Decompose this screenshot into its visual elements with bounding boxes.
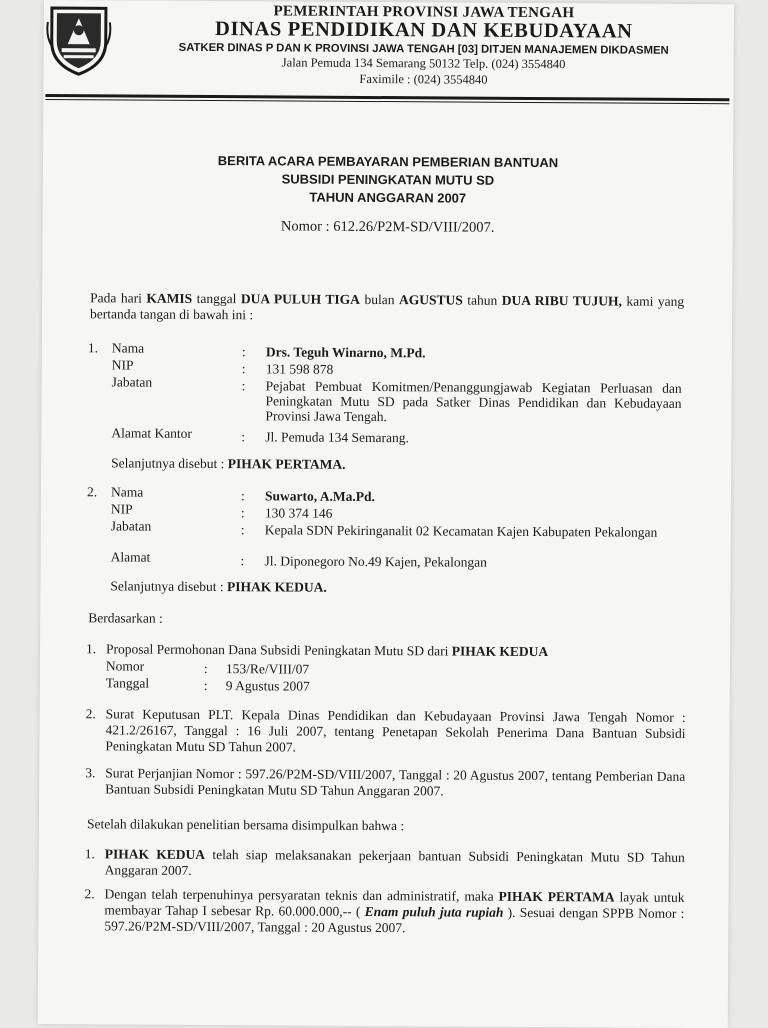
party1-address: Jl. Pemuda 134 Semarang. xyxy=(265,429,409,446)
doc-title-line3: TAHUN ANGGARAN 2007 xyxy=(309,189,467,206)
intro-year: DUA RIBU TUJUH, xyxy=(501,292,622,309)
doc-title-line1: BERITA ACARA PEMBAYARAN PEMBERIAN BANTUAN xyxy=(217,153,559,171)
party1-address-label: Alamat Kantor xyxy=(111,425,193,441)
intro-text: Pada hari xyxy=(90,290,147,306)
letterhead-unit: SATKER DINAS P DAN K PROVINSI JAWA TENGAH [03] DITJEN MANAJEMEN DIKDASMEN xyxy=(178,41,669,57)
party1-number: 1. xyxy=(87,340,99,356)
colon: : xyxy=(240,522,245,538)
colon: : xyxy=(241,361,246,377)
letterhead-fax: Faximile : (024) 3554840 xyxy=(359,71,488,87)
basis-item1-tanggal: 9 Agustus 2007 xyxy=(225,678,310,694)
party2-reference xyxy=(110,578,326,595)
party1-name: Drs. Teguh Winarno, M.Pd. xyxy=(265,344,426,361)
intro-text: tanggal xyxy=(192,290,241,307)
basis-item1-number: 1. xyxy=(85,641,97,657)
intro-text: kami yang bertanda tangan di bawah ini : xyxy=(90,293,685,323)
party2-ref-prefix: Selanjutnya disebut : xyxy=(110,578,228,595)
conclusion-item2-text: ). Sesuai dengan SPPB Nomor : 597.26/P2M-SD/VIII/2007, Tanggal : 20 Agustus 2007. xyxy=(104,904,685,936)
basis-item2-text: Surat Keputusan PLT. Kepala Dinas Pendidikan dan Kebudayaan Provinsi Jawa Tengah Nomor : 421.2/26167, Tanggal : 16 Juli 2007, tentang Penetapan Sekolah Penerima Dana Bantuan Subsidi Peningkatan Mutu SD Tahun 2007. xyxy=(105,706,686,755)
colon: : xyxy=(240,488,245,504)
party2-address-label: Alamat xyxy=(110,549,151,565)
party2-position: Kepala SDN Pekiringanalit 02 Kecamatan Kajen Kabupaten Pekalongan xyxy=(264,522,658,540)
intro-day: KAMIS xyxy=(146,290,193,306)
party2-address: Jl. Diponegoro No.49 Kajen, Pekalongan xyxy=(264,553,487,570)
colon: : xyxy=(240,553,245,569)
intro-text: bulan xyxy=(359,291,400,308)
intro-month: AGUSTUS xyxy=(398,292,463,308)
basis-item3-number: 3. xyxy=(85,765,96,781)
conclusion-item2-text: Dengan telah terpenuhinya persyaratan teknis dan administratif, maka xyxy=(104,886,499,904)
colon: : xyxy=(203,660,208,677)
party2-position-label: Jabatan xyxy=(110,518,152,534)
party1-reference xyxy=(111,455,345,472)
intro-paragraph xyxy=(90,290,684,326)
basis-item1-party: PIHAK KEDUA xyxy=(451,643,549,660)
conclusion-item1-number: 1. xyxy=(84,846,95,862)
conclusion-item2-amount-words: Enam puluh juta rupiah xyxy=(364,903,504,920)
colon: : xyxy=(241,344,246,360)
party1-position-label: Jabatan xyxy=(111,374,153,390)
conclusion-item2-text: layak untuk membayar Tahap I sebesar Rp. 60.000.000,-- ( xyxy=(104,889,685,919)
conclusion-item1-party: PIHAK KEDUA xyxy=(104,846,206,862)
intro-date: DUA PULUH TIGA xyxy=(240,291,361,307)
letterhead-agency: DINAS PENDIDIKAN DAN KEBUDAYAAN xyxy=(215,18,633,43)
colon: : xyxy=(241,378,246,394)
province-emblem-icon xyxy=(46,2,112,76)
basis-item1-text: Proposal Permohonan Dana Subsidi Peningkatan Mutu SD dari xyxy=(105,641,452,659)
conclusion-item2-number: 2. xyxy=(84,886,95,902)
letterhead-government: PEMERINTAH PROVINSI JAWA TENGAH xyxy=(273,3,575,22)
party1-nip: 131 598 878 xyxy=(265,361,334,377)
intro-text: tahun xyxy=(462,292,502,308)
basis-item1 xyxy=(106,641,686,661)
conclusion-heading: Setelah dilakukan penelitian bersama disimpulkan bahwa : xyxy=(86,816,405,834)
party1-name-label: Nama xyxy=(111,340,145,356)
party1-nip-label: NIP xyxy=(111,357,134,373)
document-page xyxy=(38,0,734,1028)
party1-position: Pejabat Pembuat Komitmen/Penanggungjawab Kegiatan Perluasan dan Peningkatan Mutu SD pada Satker Dinas Pendidikan dan Kebudayaan Provinsi Jawa Tengah. xyxy=(265,378,682,425)
basis-item1-tanggal-label: Tanggal xyxy=(105,675,150,691)
colon: : xyxy=(241,429,246,445)
conclusion-item2-party: PIHAK PERTAMA xyxy=(498,888,615,905)
basis-heading: Berdasarkan : xyxy=(88,610,163,626)
party2-number: 2. xyxy=(86,484,98,500)
conclusion-item2 xyxy=(104,886,684,938)
colon: : xyxy=(203,677,208,694)
colon: : xyxy=(240,505,245,521)
party1-ref-prefix: Selanjutnya disebut : xyxy=(111,455,228,472)
party2-nip-label: NIP xyxy=(110,501,133,517)
basis-item2-number: 2. xyxy=(85,706,96,722)
basis-item3-text: Surat Perjanjian Nomor : 597.26/P2M-SD/VIII/2007, Tanggal : 20 Agustus 2007, tentang Pemberian Dana Bantuan Subsidi Peningkatan Mutu SD Tahun Anggaran 2007. xyxy=(105,765,686,799)
letterhead xyxy=(103,2,743,89)
party2-nip: 130 374 146 xyxy=(264,505,333,521)
doc-number: Nomor : 612.26/P2M-SD/VIII/2007. xyxy=(280,218,495,236)
party2-name: Suwarto, A.Ma.Pd. xyxy=(264,488,375,505)
conclusion-item1-text: telah siap melaksanakan pekerjaan bantuan Subsidi Peningkatan Mutu SD Tahun Anggaran 2007. xyxy=(104,847,685,878)
letterhead-address: Jalan Pemuda 134 Semarang 50132 Telp. (024) 3554840 xyxy=(281,55,566,72)
party2-ref: PIHAK KEDUA. xyxy=(226,579,327,595)
conclusion-item1 xyxy=(105,846,685,882)
party2-name-label: Nama xyxy=(110,484,144,500)
party1-ref: PIHAK PERTAMA. xyxy=(227,456,346,472)
basis-item1-nomor: 153/Re/VIII/07 xyxy=(225,661,310,677)
doc-title-line2: SUBSIDI PENINGKATAN MUTU SD xyxy=(281,171,495,188)
basis-item1-nomor-label: Nomor xyxy=(105,658,145,674)
